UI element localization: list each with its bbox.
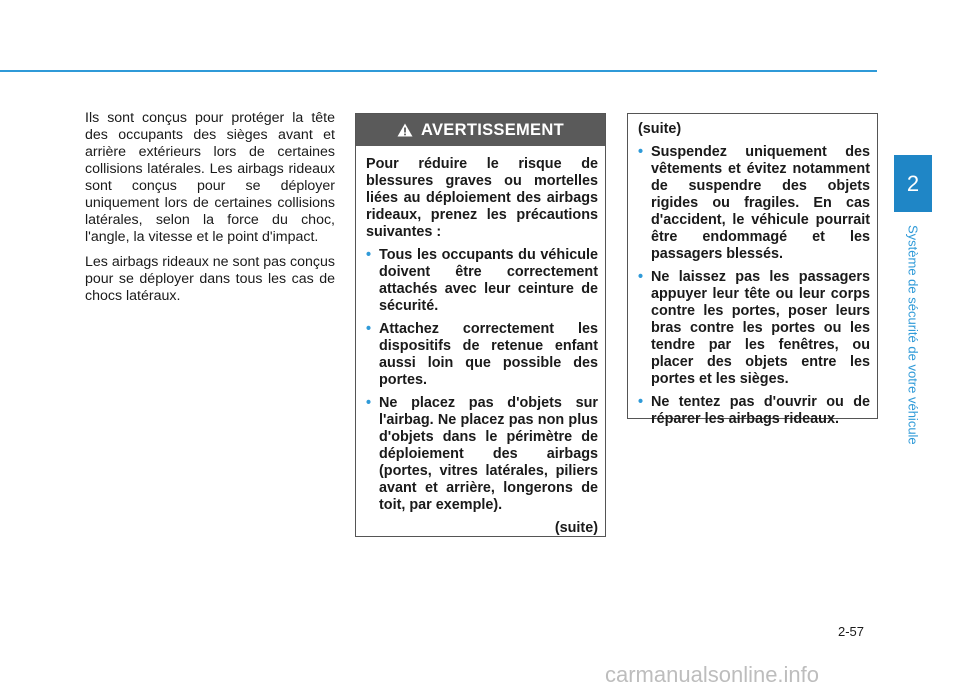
chapter-title: Système de sécurité de votre véhicule — [905, 224, 921, 445]
bullet-icon: • — [638, 144, 644, 160]
bullet-icon: • — [366, 247, 372, 263]
warning-box — [355, 113, 606, 537]
intro-text — [85, 110, 335, 313]
chapter-tab — [894, 155, 932, 212]
warning-triangle-icon — [397, 123, 413, 137]
bullet-icon: • — [638, 394, 644, 410]
continued-label: (suite) — [554, 520, 598, 536]
bullet-icon: • — [366, 321, 372, 337]
warning-body — [356, 146, 605, 537]
bullet-icon: • — [366, 395, 372, 411]
list-item: • Ne tentez pas d'ouvrir ou de réparer les airbags rideaux. — [638, 394, 870, 427]
top-rule — [0, 70, 877, 72]
intro-paragraph: Les airbags rideaux ne sont pas conçus pour se déployer dans tous les cas de chocs latéraux. — [85, 254, 336, 304]
warning-continued-list — [638, 144, 870, 428]
warning-list — [366, 247, 598, 514]
page-number: 2-57 — [838, 624, 865, 639]
list-item: • Attachez correctement les dispositifs de retenue enfant aussi loin que possible des portes. — [366, 321, 598, 388]
warning-header — [356, 114, 605, 146]
chapter-number: 2 — [906, 170, 920, 196]
chapter-title-vertical — [894, 212, 932, 457]
intro-paragraph: Ils sont conçus pour protéger la tête des occupants des sièges avant et arrière extérieurs lors de certaines collisions latérales. Les airbags rideaux sont conçus pour se déployer uniquement lors de certaines collisions latérales, selon la force du choc, l'angle, la vitesse et le point d'impact. — [85, 110, 335, 245]
warning-continued-body — [628, 114, 877, 428]
continued-heading: (suite) — [638, 121, 682, 137]
list-item: • Ne placez pas d'objets sur l'airbag. Ne placez pas non plus d'objets dans le périmètre de déploiement des airbags (portes, vitres latérales, piliers avant et arrière, longerons de toit, par exemple). — [366, 395, 598, 513]
list-item: • Ne laissez pas les passagers appuyer leur tête ou leur corps contre les portes, poser leurs bras contre les portes ou les tendre par les fenêtres, ou placer des objets entre les portes et les sièges. — [638, 269, 870, 387]
warning-title: AVERTISSEMENT — [421, 120, 564, 139]
warning-lead: Pour réduire le risque de blessures graves ou mortelles liées au déploiement des airbags rideaux, prenez les précautions suivantes : — [366, 156, 598, 240]
list-item: • Tous les occupants du véhicule doivent être correctement attachés avec leur ceinture de sécurité. — [366, 247, 598, 314]
list-item: • Suspendez uniquement des vêtements et évitez notamment de suspendre des objets rigides ou fragiles. En cas d'accident, le véhicule pourrait être endommagé et les passagers blessés. — [638, 144, 870, 262]
watermark-text: carmanualsonline.info — [605, 662, 820, 687]
warning-continued-box — [627, 113, 878, 427]
bullet-icon: • — [638, 269, 644, 285]
